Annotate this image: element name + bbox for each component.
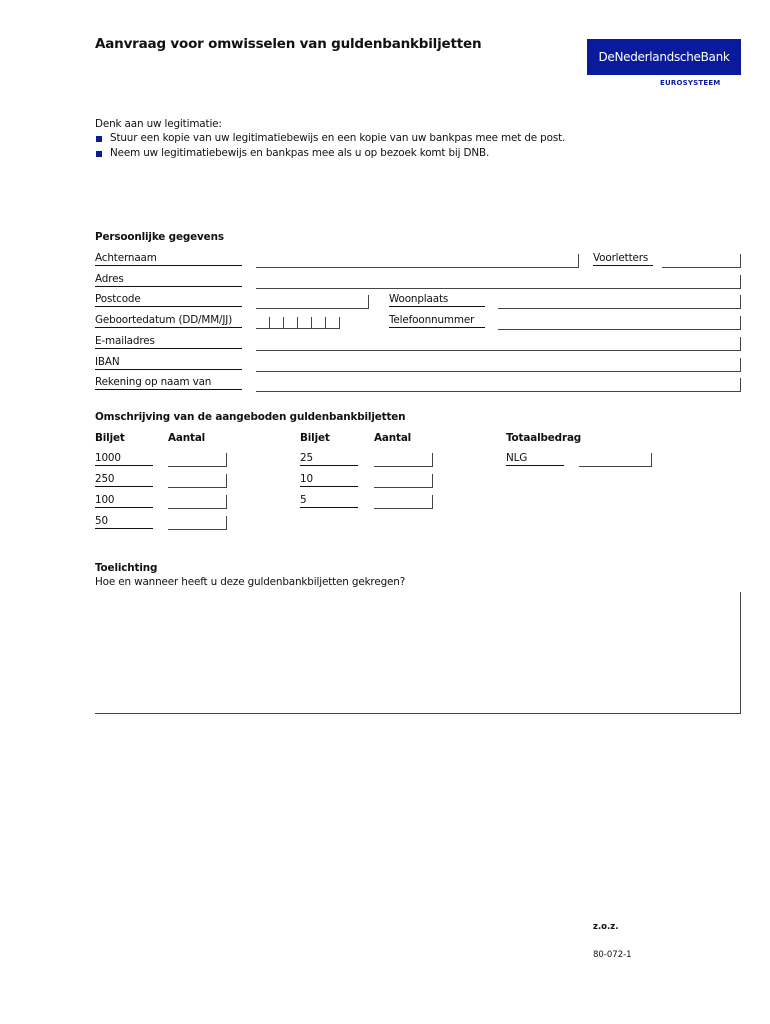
iban-field[interactable]: [256, 358, 741, 372]
aantal-10-field[interactable]: [374, 474, 433, 488]
birthdate-digit-2[interactable]: [270, 317, 284, 329]
intro-bullet-1: Stuur een kopie van uw legitimatiebewijs en een kopie van uw bankpas mee met de post.: [110, 132, 566, 144]
label-woonplaats: Woonplaats: [389, 293, 485, 307]
zoz-label: z.o.z.: [593, 922, 619, 932]
col-header-totaalbedrag: Totaalbedrag: [506, 432, 582, 444]
birthdate-digit-3[interactable]: [284, 317, 298, 329]
label-telefoonnummer: Telefoonnummer: [389, 314, 485, 328]
aantal-250-field[interactable]: [168, 474, 227, 488]
label-postcode: Postcode: [95, 293, 242, 307]
woonplaats-field[interactable]: [498, 295, 741, 309]
note-value-5: 5: [300, 494, 358, 508]
rekening-field[interactable]: [256, 378, 741, 392]
note-value-100: 100: [95, 494, 153, 508]
email-field[interactable]: [256, 337, 741, 351]
form-code: 80-072-1: [593, 950, 632, 960]
label-rekening: Rekening op naam van: [95, 376, 242, 390]
intro-bullet-2: Neem uw legitimatiebewijs en bankpas mee als u op bezoek komt bij DNB.: [110, 147, 490, 159]
label-iban: IBAN: [95, 356, 242, 370]
postcode-field[interactable]: [256, 295, 369, 309]
note-value-50: 50: [95, 515, 153, 529]
col-header-aantal-left: Aantal: [168, 432, 206, 444]
voorletters-field[interactable]: [662, 254, 741, 268]
label-achternaam: Achternaam: [95, 252, 242, 266]
label-adres: Adres: [95, 273, 242, 287]
dnb-logo: [587, 39, 741, 75]
col-header-biljet-left: Biljet: [95, 432, 125, 444]
bullet-square-icon: [96, 151, 102, 157]
birthdate-digit-5[interactable]: [312, 317, 326, 329]
col-header-biljet-right: Biljet: [300, 432, 330, 444]
toelichting-textarea[interactable]: [95, 592, 741, 714]
aantal-1000-field[interactable]: [168, 453, 227, 467]
logo-subtext: EUROSYSTEEM: [660, 79, 721, 87]
aantal-50-field[interactable]: [168, 516, 227, 530]
aantal-5-field[interactable]: [374, 495, 433, 509]
totaalbedrag-field[interactable]: [579, 453, 652, 467]
note-value-250: 250: [95, 473, 153, 487]
note-value-10: 10: [300, 473, 358, 487]
aantal-25-field[interactable]: [374, 453, 433, 467]
col-header-aantal-right: Aantal: [374, 432, 412, 444]
currency-label: NLG: [506, 452, 564, 466]
telefoonnummer-field[interactable]: [498, 316, 741, 330]
note-value-25: 25: [300, 452, 358, 466]
birthdate-digit-6[interactable]: [326, 317, 340, 329]
achternaam-field[interactable]: [256, 254, 579, 268]
page-title: Aanvraag voor omwisselen van guldenbankbiljetten: [95, 36, 482, 52]
birthdate-digit-4[interactable]: [298, 317, 312, 329]
birthdate-digit-1[interactable]: [256, 317, 270, 329]
section-heading-notes: Omschrijving van de aangeboden guldenbankbiljetten: [95, 411, 406, 423]
section-heading-personal: Persoonlijke gegevens: [95, 231, 224, 243]
bullet-square-icon: [96, 136, 102, 142]
section-heading-toelichting: Toelichting: [95, 562, 158, 574]
intro-heading: Denk aan uw legitimatie:: [95, 118, 222, 130]
label-email: E-mailadres: [95, 335, 242, 349]
adres-field[interactable]: [256, 275, 741, 289]
label-geboortedatum: Geboortedatum (DD/MM/JJ): [95, 314, 242, 328]
aantal-100-field[interactable]: [168, 495, 227, 509]
toelichting-question: Hoe en wanneer heeft u deze guldenbankbiljetten gekregen?: [95, 576, 406, 588]
logo-text: DeNederlandscheBank: [598, 50, 730, 64]
label-voorletters: Voorletters: [593, 252, 653, 266]
note-value-1000: 1000: [95, 452, 153, 466]
